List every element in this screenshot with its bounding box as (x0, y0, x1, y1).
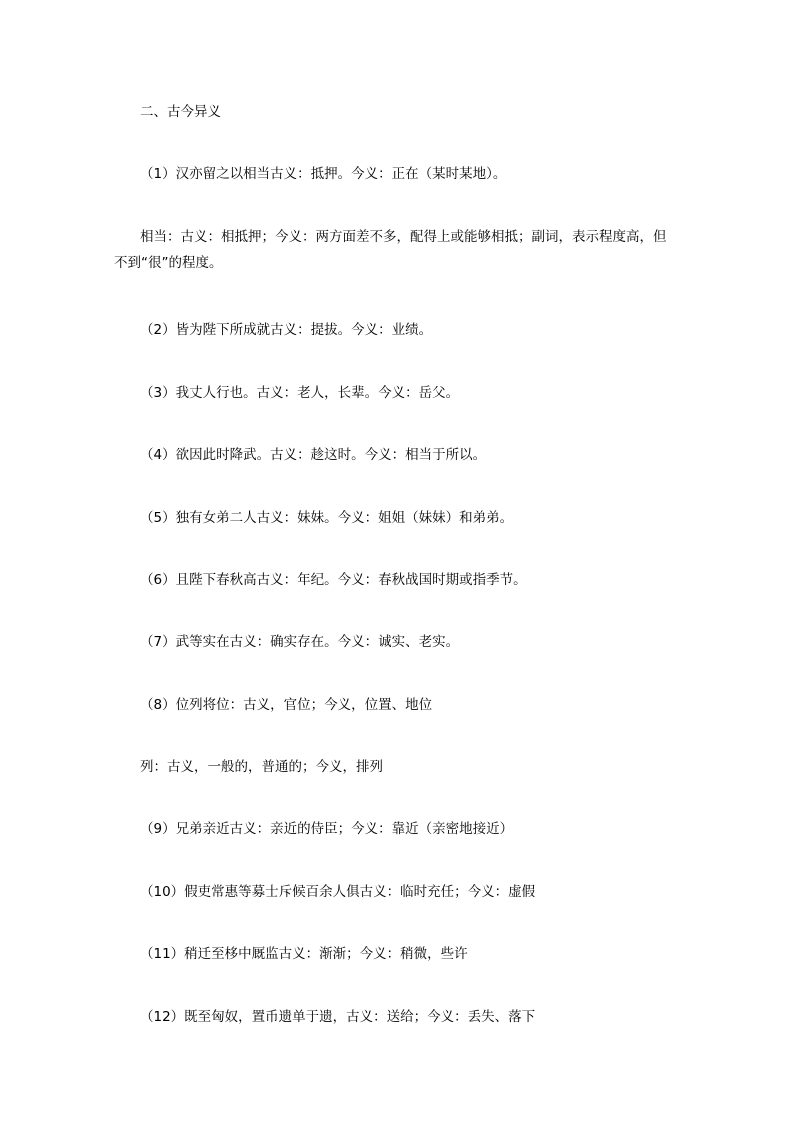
item-1: （1）汉亦留之以相当古义：抵押。今义：正在（某时某地）。 (140, 166, 507, 182)
item-8: （8）位列将位：古义，官位；今义，位置、地位 (140, 697, 433, 713)
item-7: （7）武等实在古义：确实存在。今义：诚实、老实。 (140, 634, 460, 650)
item-3: （3）我丈人行也。古义：老人，长辈。今义：岳父。 (140, 385, 460, 401)
item-6: （6）且陛下春秋高古义：年纪。今义：春秋战国时期或指季节。 (140, 572, 527, 588)
item-11: （11）稍迁至栘中厩监古义：渐渐；今义：稍微，些许 (140, 946, 468, 962)
item-9: （9）兄弟亲近古义：亲近的侍臣；今义：靠近（亲密地接近） (140, 821, 514, 837)
item-4: （4）欲因此时降武。古义：趁这时。今义：相当于所以。 (140, 447, 487, 463)
item-8-note: 列：古义，一般的，普通的；今义，排列 (140, 759, 383, 775)
item-2: （2）皆为陛下所成就古义：提拔。今义：业绩。 (140, 322, 433, 338)
section-heading: 二、古今异义 (140, 104, 221, 120)
item-12: （12）既至匈奴，置币遗单于遗，古义：送给；今义：丢失、落下 (140, 1009, 536, 1025)
item-1-note: 相当：古义：相抵押；今义：两方面差不多，配得上或能够相抵；副词，表示程度高，但不到“很”的程度。 (114, 229, 667, 271)
item-5: （5）独有女弟二人古义：妹妹。今义：姐姐（妹妹）和弟弟。 (140, 510, 514, 526)
item-10: （10）假吏常惠等募士斥候百余人俱古义：临时充任；今义：虚假 (140, 884, 536, 900)
